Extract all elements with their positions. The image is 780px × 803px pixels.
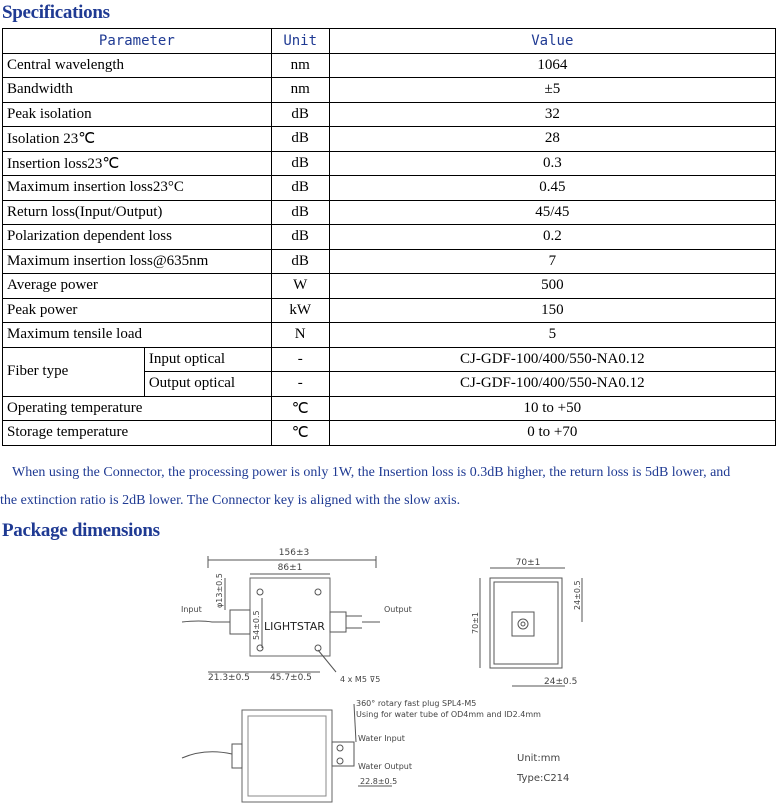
row-unit: dB xyxy=(271,127,329,152)
row-unit: kW xyxy=(271,298,329,323)
input-label: Input xyxy=(181,605,202,614)
row-parameter: Peak power xyxy=(3,298,272,323)
table-row xyxy=(3,53,776,78)
row-unit: ℃ xyxy=(271,396,329,421)
row-unit: dB xyxy=(271,225,329,250)
row-parameter: Average power xyxy=(3,274,272,299)
row-unit: nm xyxy=(271,78,329,103)
water-input-label: Water Input xyxy=(358,734,405,743)
side-view xyxy=(471,558,582,687)
row-value: ±5 xyxy=(329,78,775,103)
table-row xyxy=(3,274,776,299)
row-parameter: Polarization dependent loss xyxy=(3,225,272,250)
specifications-table xyxy=(2,28,776,446)
connector-note-line-1: When using the Connector, the processing power is only 1W, the Insertion loss is 0.3dB higher, the return loss is 5dB lower, and xyxy=(12,465,731,480)
row-unit: dB xyxy=(271,151,329,176)
header-parameter: Parameter xyxy=(3,29,272,54)
side-height-label: 70±1 xyxy=(471,612,480,634)
water-output-label: Water Output xyxy=(358,762,412,771)
row-value: 1064 xyxy=(329,53,775,78)
dim-mid-label: 45.7±0.5 xyxy=(270,673,312,683)
row-parameter: Operating temperature xyxy=(3,396,272,421)
row-parameter: Return loss(Input/Output) xyxy=(3,200,272,225)
top-view xyxy=(181,548,412,684)
fiber-output-value: CJ-GDF-100/400/550-NA0.12 xyxy=(329,372,775,397)
table-row xyxy=(3,249,776,274)
table-row xyxy=(3,176,776,201)
row-value: 7 xyxy=(329,249,775,274)
fiber-input-value: CJ-GDF-100/400/550-NA0.12 xyxy=(329,347,775,372)
table-row xyxy=(3,78,776,103)
row-value: 0 to +70 xyxy=(329,421,775,446)
side-width-label: 70±1 xyxy=(515,558,541,568)
table-row xyxy=(3,396,776,421)
row-parameter: Storage temperature xyxy=(3,421,272,446)
row-value: 10 to +50 xyxy=(329,396,775,421)
header-unit: Unit xyxy=(271,29,329,54)
row-parameter: Maximum insertion loss23°C xyxy=(3,176,272,201)
row-unit: dB xyxy=(271,176,329,201)
row-parameter: Central wavelength xyxy=(3,53,272,78)
row-unit: dB xyxy=(271,200,329,225)
package-dimensions-heading: Package dimensions xyxy=(2,520,160,541)
row-parameter: Isolation 23℃ xyxy=(3,127,272,152)
dim-body-label: 86±1 xyxy=(277,563,303,573)
row-unit: nm xyxy=(271,53,329,78)
specifications-heading: Specifications xyxy=(2,2,110,23)
table-row xyxy=(3,323,776,348)
bottom-view xyxy=(182,699,569,802)
side-depth-label: 24±0.5 xyxy=(573,580,582,610)
output-label: Output xyxy=(384,605,412,614)
dim-water-label: 22.8±0.5 xyxy=(360,777,398,786)
fiber-input-label: Input optical xyxy=(144,347,271,372)
row-value: 5 xyxy=(329,323,775,348)
row-unit: ℃ xyxy=(271,421,329,446)
row-value: 500 xyxy=(329,274,775,299)
table-row xyxy=(3,225,776,250)
dim-diameter-label: φ13±0.5 xyxy=(215,573,224,608)
fiber-output-label: Output optical xyxy=(144,372,271,397)
fiber-input-unit: - xyxy=(271,347,329,372)
type-label: Type:C214 xyxy=(517,773,570,784)
row-parameter: Peak isolation xyxy=(3,102,272,127)
dim-height-label: 54±0.5 xyxy=(252,610,261,640)
row-value: 150 xyxy=(329,298,775,323)
row-unit: dB xyxy=(271,249,329,274)
unit-label: Unit:mm xyxy=(517,753,561,764)
screws-label: 4 x M5 ⊽5 xyxy=(340,675,381,684)
side-bottom-label: 24±0.5 xyxy=(544,677,578,687)
table-header-row xyxy=(3,29,776,54)
table-row xyxy=(3,298,776,323)
row-parameter: Bandwidth xyxy=(3,78,272,103)
row-unit: N xyxy=(271,323,329,348)
row-value: 0.2 xyxy=(329,225,775,250)
plug-note-line-2: Using for water tube of OD4mm and ID2.4mm xyxy=(356,710,541,719)
row-parameter: Maximum tensile load xyxy=(3,323,272,348)
table-row xyxy=(3,421,776,446)
connector-note-line-2: the extinction ratio is 2dB lower. The Connector key is aligned with the slow axis. xyxy=(0,493,461,508)
table-row xyxy=(3,347,776,372)
row-unit: W xyxy=(271,274,329,299)
table-row xyxy=(3,151,776,176)
dim-left-label: 21.3±0.5 xyxy=(208,673,250,683)
plug-note-line-1: 360° rotary fast plug SPL4-M5 xyxy=(356,699,477,708)
row-value: 45/45 xyxy=(329,200,775,225)
row-unit: dB xyxy=(271,102,329,127)
row-value: 0.3 xyxy=(329,151,775,176)
package-drawing xyxy=(0,548,780,803)
row-value: 0.45 xyxy=(329,176,775,201)
table-row xyxy=(3,127,776,152)
fiber-type-label: Fiber type xyxy=(3,347,145,396)
row-parameter: Insertion loss23℃ xyxy=(3,151,272,176)
header-value: Value xyxy=(329,29,775,54)
row-parameter: Maximum insertion loss@635nm xyxy=(3,249,272,274)
table-row xyxy=(3,200,776,225)
table-row xyxy=(3,102,776,127)
row-value: 32 xyxy=(329,102,775,127)
dim-total-label: 156±3 xyxy=(278,548,310,558)
brand-label: LIGHTSTAR xyxy=(264,620,325,633)
fiber-output-unit: - xyxy=(271,372,329,397)
row-value: 28 xyxy=(329,127,775,152)
